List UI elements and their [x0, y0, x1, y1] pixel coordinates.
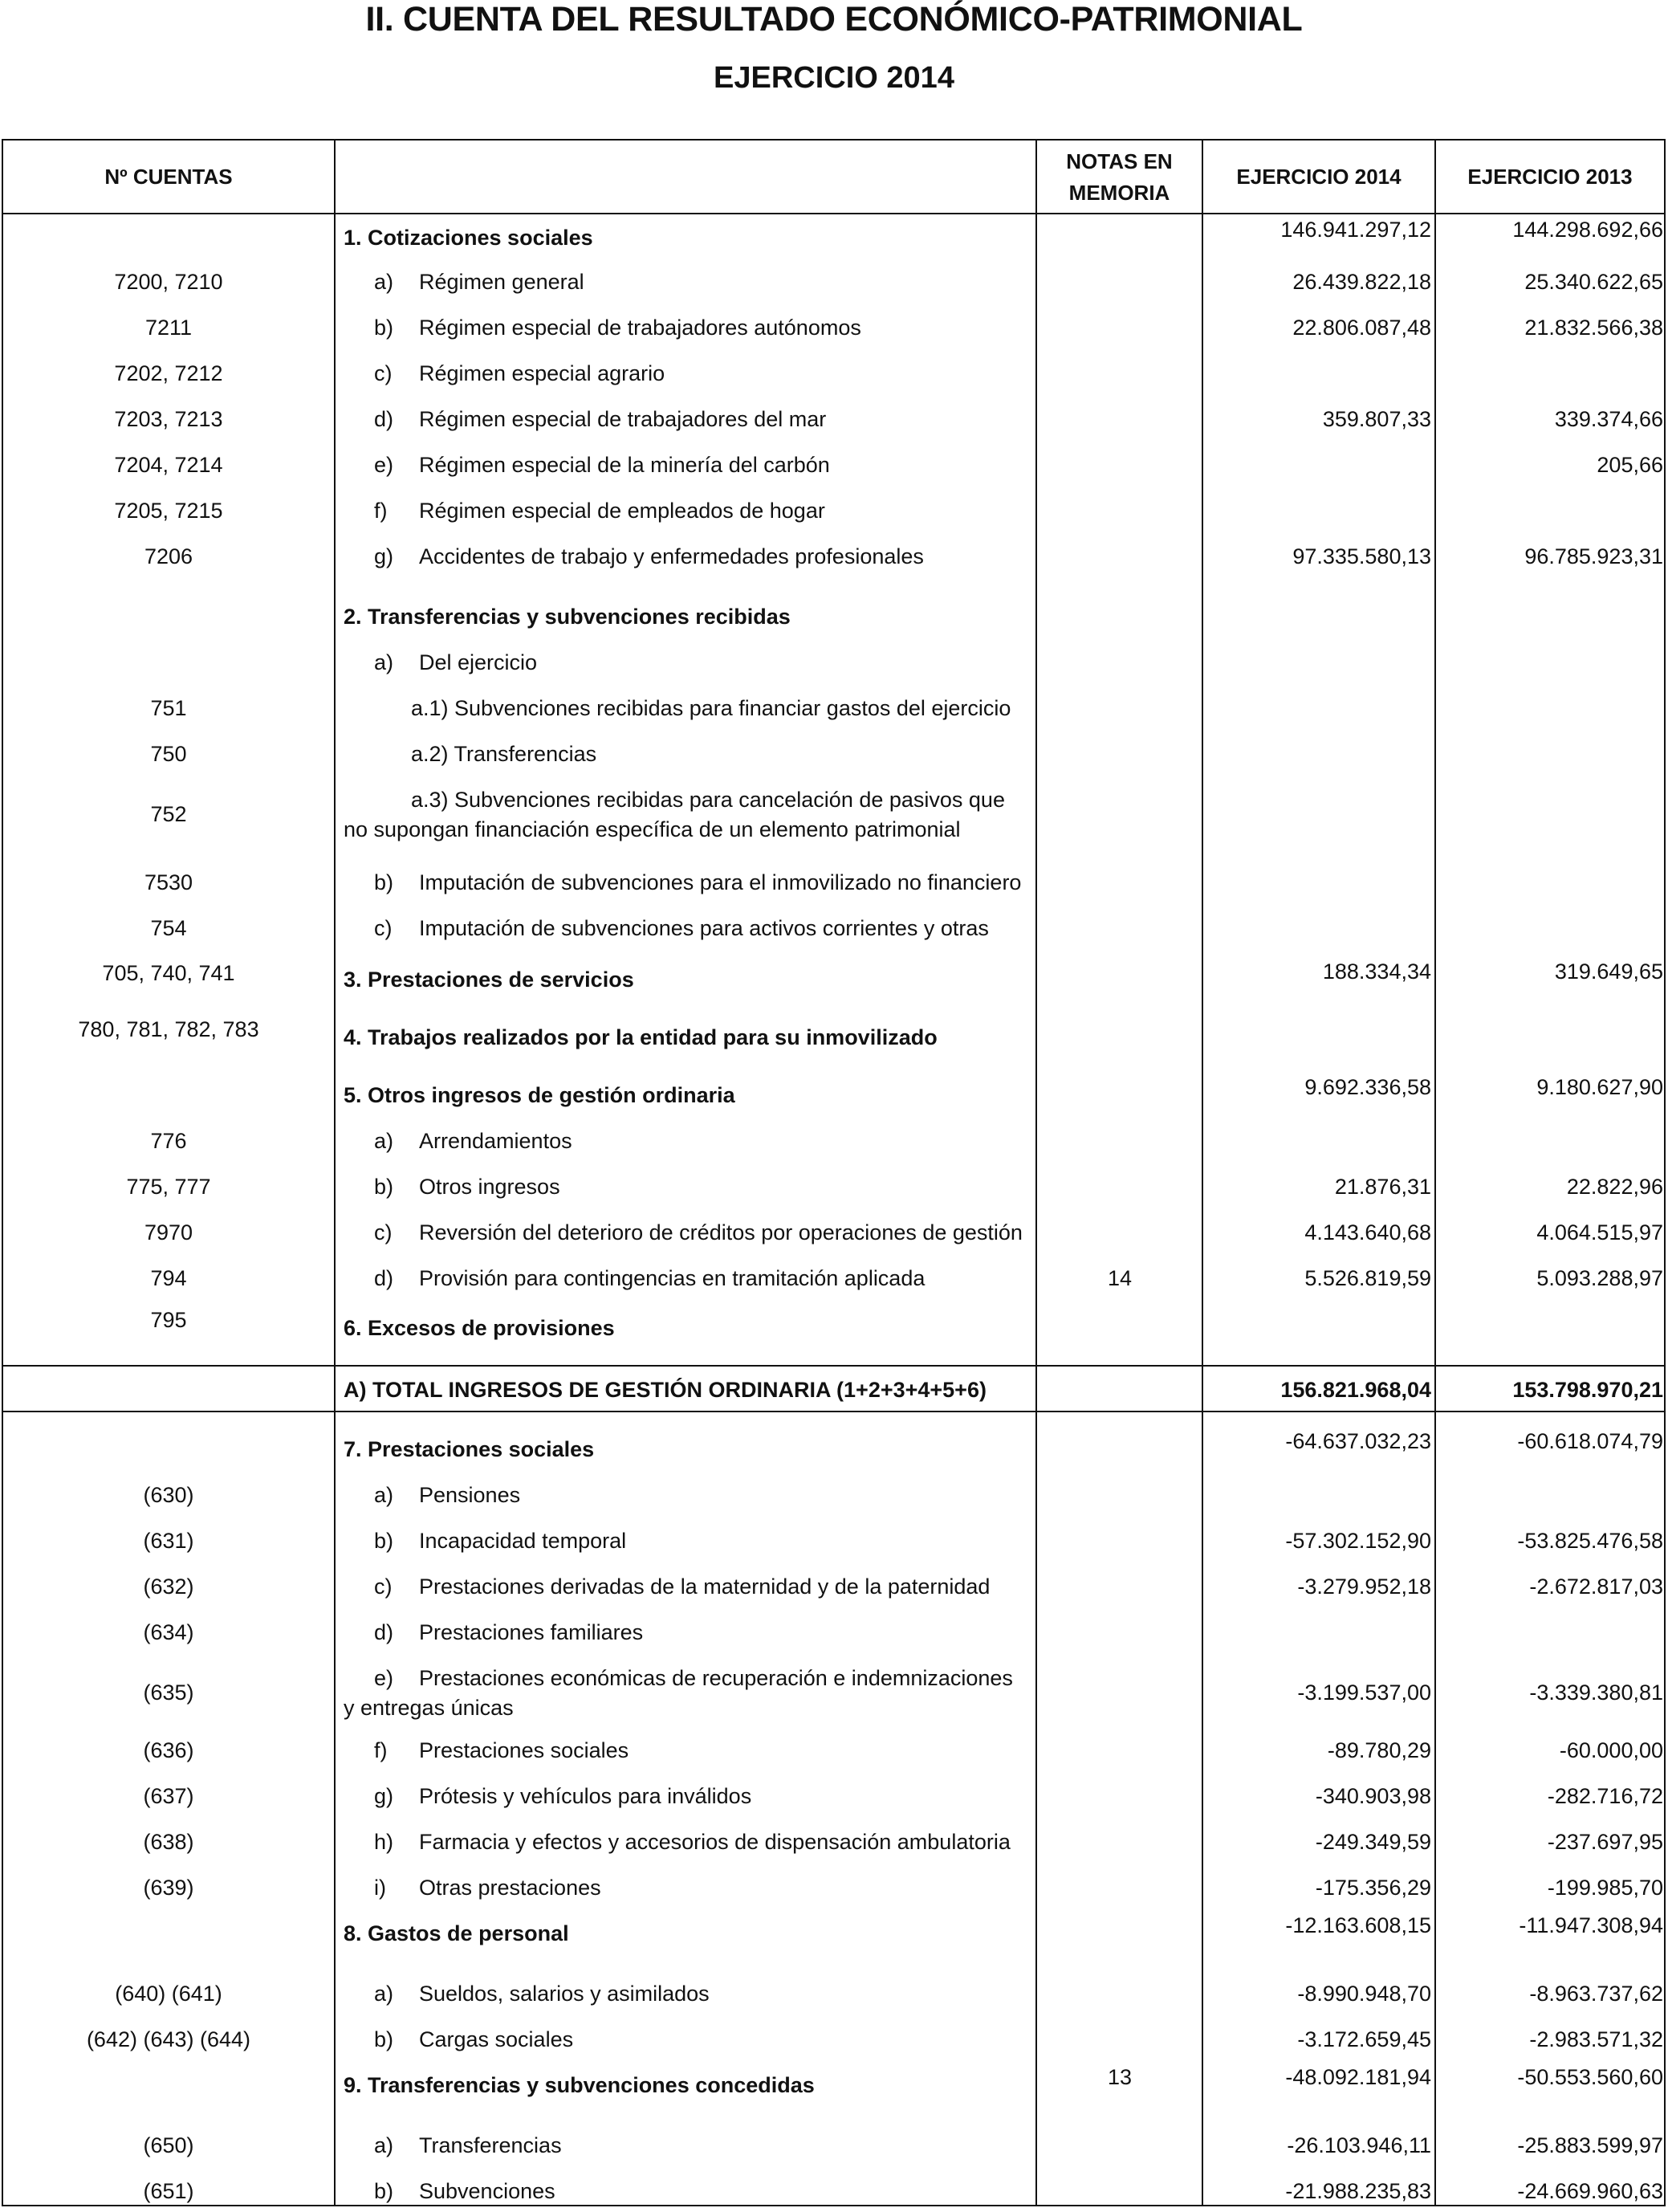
concepto-text: Otras prestaciones	[419, 1876, 601, 1900]
cell-ejercicio-2014: -3.279.952,18	[1297, 1574, 1431, 1599]
concepto-text: Prestaciones económicas de recuperación e indemnizaciones	[419, 1666, 1013, 1690]
concepto-text: Régimen especial de empleados de hogar	[419, 499, 825, 523]
cell-ejercicio-2014: 22.806.087,48	[1292, 316, 1431, 340]
concepto-text: a.3) Subvenciones recibidas para cancelación de pasivos que	[411, 788, 1005, 812]
concepto-text: Prestaciones familiares	[419, 1620, 644, 1644]
cell-cuentas: 7211	[144, 316, 193, 340]
cell-ejercicio-2013: -282.716,72	[1547, 1784, 1663, 1808]
concepto-text: Prótesis y vehículos para inválidos	[419, 1784, 752, 1808]
concepto-text: Arrendamientos	[419, 1129, 572, 1153]
cell-ejercicio-2013: -24.669.960,63	[1517, 2179, 1663, 2203]
cell-concepto	[344, 1172, 1034, 1202]
item-label: i)	[374, 1876, 386, 1900]
cell-ejercicio-2013: 9.180.627,90	[1536, 1075, 1663, 1099]
concepto-text: Imputación de subvenciones para el inmovilizado no financiero	[419, 870, 1022, 894]
cell-ejercicio-2014: 5.526.819,59	[1304, 1266, 1431, 1290]
cell-cuentas: (636)	[143, 1738, 194, 1762]
header-concepto	[336, 139, 1035, 215]
concepto-text: 4. Trabajos realizados por la entidad para su inmovilizado	[344, 1025, 938, 1049]
item-label: a)	[374, 1129, 394, 1153]
concepto-text: 7. Prestaciones sociales	[344, 1437, 595, 1461]
cell-cuentas: 780, 781, 782, 783	[78, 1017, 259, 1041]
cell-cuentas: (638)	[143, 1830, 194, 1854]
cell-ejercicio-2013: 153.798.970,21	[1512, 1378, 1663, 1402]
item-label: b)	[374, 1175, 394, 1199]
cell-ejercicio-2014: -340.903,98	[1315, 1784, 1431, 1808]
item-label: a)	[374, 650, 394, 674]
concepto-text: a.1) Subvenciones recibidas para financiar gastos del ejercicio	[411, 696, 1011, 720]
cell-concepto	[344, 405, 1034, 434]
item-label: g)	[374, 1784, 394, 1808]
concepto-text: 9. Transferencias y subvenciones concedidas	[344, 2073, 815, 2097]
cell-cuentas: (640) (641)	[115, 1982, 222, 2006]
cell-concepto	[344, 868, 1034, 898]
cell-ejercicio-2014: -175.356,29	[1315, 1876, 1431, 1900]
cell-concepto	[344, 359, 1034, 389]
cell-concepto	[344, 1873, 1034, 1903]
concepto-text: A) TOTAL INGRESOS DE GESTIÓN ORDINARIA (1+2+3+4+5+6)	[344, 1378, 987, 1402]
concepto-text: Farmacia y efectos y accesorios de dispensación ambulatoria	[419, 1830, 1011, 1854]
cell-ejercicio-2014: -8.990.948,70	[1297, 1982, 1431, 2006]
item-label: h)	[374, 1830, 394, 1854]
cell-ejercicio-2013: -60.618.074,79	[1517, 1429, 1663, 1453]
cell-ejercicio-2014: 146.941.297,12	[1280, 218, 1431, 242]
item-label: a)	[374, 2133, 394, 2157]
cell-concepto	[344, 1618, 1034, 1648]
cell-cuentas: (651)	[143, 2179, 194, 2203]
cell-concepto	[344, 2071, 1034, 2100]
cell-ejercicio-2013: 22.822,96	[1566, 1175, 1663, 1199]
item-label: e)	[374, 453, 394, 477]
concepto-text: Régimen especial de la minería del carbón	[419, 453, 830, 477]
cell-concepto	[344, 785, 1034, 845]
cell-concepto	[344, 1572, 1034, 1602]
cell-concepto	[344, 1314, 1034, 1343]
item-label: a)	[374, 270, 394, 294]
cell-ejercicio-2014: 97.335.580,13	[1292, 544, 1431, 568]
cell-ejercicio-2014: -26.103.946,11	[1287, 2133, 1431, 2157]
cell-ejercicio-2014: -64.637.032,23	[1285, 1429, 1431, 1453]
cell-concepto	[344, 1264, 1034, 1293]
cell-cuentas: 7206	[144, 544, 193, 568]
item-label: a)	[374, 1483, 394, 1507]
cell-cuentas: 795	[150, 1308, 187, 1332]
cell-ejercicio-2013: -60.000,00	[1559, 1738, 1663, 1762]
concepto-text: 6. Excesos de provisiones	[344, 1316, 615, 1340]
cell-concepto	[344, 1023, 1034, 1053]
cell-concepto	[344, 1375, 1034, 1405]
cell-cuentas: 776	[150, 1129, 187, 1153]
item-label: c)	[374, 916, 393, 940]
cell-cuentas: 751	[150, 696, 187, 720]
header-ejercicio-2013: EJERCICIO 2013	[1467, 165, 1633, 189]
item-label: d)	[374, 1620, 394, 1644]
concepto-text: Incapacidad temporal	[419, 1529, 627, 1553]
cell-concepto	[344, 2131, 1034, 2161]
item-label: c)	[374, 1574, 393, 1599]
cell-ejercicio-2013: 339.374,66	[1554, 407, 1663, 431]
cell-ejercicio-2014: -3.199.537,00	[1297, 1680, 1431, 1705]
item-label: g)	[374, 544, 394, 568]
cell-ejercicio-2013: -3.339.380,81	[1529, 1680, 1663, 1705]
header-notas	[1037, 139, 1202, 215]
cell-cuentas: (642) (643) (644)	[86, 2027, 251, 2051]
cell-cuentas: 705, 740, 741	[102, 961, 235, 985]
cell-cuentas: (637)	[143, 1784, 194, 1808]
cell-concepto	[344, 1782, 1034, 1811]
cell-ejercicio-2013: -25.883.599,97	[1517, 2133, 1663, 2157]
cell-ejercicio-2014: 359.807,33	[1322, 407, 1431, 431]
cell-concepto	[344, 914, 1034, 943]
concepto-text: Provisión para contingencias en tramitación aplicada	[419, 1266, 926, 1290]
concepto-text-continuation: no supongan financiación específica de un elemento patrimonial	[344, 817, 961, 841]
concepto-text: Pensiones	[419, 1483, 521, 1507]
cell-concepto	[344, 602, 1034, 632]
concepto-text: Prestaciones sociales	[419, 1738, 629, 1762]
concepto-text: Cargas sociales	[419, 2027, 574, 2051]
cell-ejercicio-2014: 4.143.640,68	[1304, 1220, 1431, 1245]
cell-notas: 13	[1107, 2065, 1133, 2089]
header-cuentas: Nº CUENTAS	[104, 165, 233, 189]
cell-ejercicio-2013: 96.785.923,31	[1524, 544, 1663, 568]
cell-ejercicio-2014: -21.988.235,83	[1285, 2179, 1431, 2203]
concepto-text: Régimen especial de trabajadores del mar	[419, 407, 827, 431]
cell-cuentas: 752	[150, 802, 187, 826]
document-subtitle: EJERCICIO 2014	[714, 61, 954, 95]
concepto-text: 8. Gastos de personal	[344, 1921, 569, 1945]
cell-cuentas: (650)	[143, 2133, 194, 2157]
cell-ejercicio-2014: 156.821.968,04	[1280, 1378, 1431, 1402]
item-label: b)	[374, 2027, 394, 2051]
cell-ejercicio-2013: -2.672.817,03	[1529, 1574, 1663, 1599]
cell-ejercicio-2014: -12.163.608,15	[1285, 1913, 1431, 1937]
cell-ejercicio-2013: -8.963.737,62	[1529, 1982, 1663, 2006]
concepto-text: 1. Cotizaciones sociales	[344, 226, 593, 250]
item-label: b)	[374, 1529, 394, 1553]
concepto-text: Régimen especial agrario	[419, 361, 665, 385]
cell-ejercicio-2013: 5.093.288,97	[1536, 1266, 1663, 1290]
concepto-text: Imputación de subvenciones para activos corrientes y otras	[419, 916, 989, 940]
concepto-text: 5. Otros ingresos de gestión ordinaria	[344, 1083, 735, 1107]
cell-cuentas: 7970	[144, 1220, 193, 1245]
cell-ejercicio-2014: 21.876,31	[1334, 1175, 1431, 1199]
cell-concepto	[344, 1979, 1034, 2009]
cell-cuentas: 7203, 7213	[114, 407, 223, 431]
item-label: c)	[374, 361, 393, 385]
concepto-text: 3. Prestaciones de servicios	[344, 967, 634, 992]
cell-ejercicio-2013: -53.825.476,58	[1517, 1529, 1663, 1553]
cell-ejercicio-2013: -11.947.308,94	[1519, 1913, 1663, 1937]
cell-cuentas: (639)	[143, 1876, 194, 1900]
cell-cuentas: (630)	[143, 1483, 194, 1507]
cell-ejercicio-2013: 25.340.622,65	[1524, 270, 1663, 294]
concepto-text: Del ejercicio	[419, 650, 538, 674]
header-notas-line1: NOTAS EN	[1066, 149, 1173, 173]
concepto-text: Transferencias	[419, 2133, 562, 2157]
cell-concepto	[344, 1736, 1034, 1766]
cell-ejercicio-2013: 205,66	[1597, 453, 1663, 477]
cell-concepto	[344, 1081, 1034, 1110]
cell-concepto	[344, 1435, 1034, 1464]
cell-ejercicio-2013: -237.697,95	[1547, 1830, 1663, 1854]
cell-concepto	[344, 267, 1034, 297]
cell-ejercicio-2014: -57.302.152,90	[1285, 1529, 1431, 1553]
cell-ejercicio-2013: 319.649,65	[1554, 959, 1663, 984]
item-label: b)	[374, 2179, 394, 2203]
concepto-text-continuation: y entregas únicas	[344, 1696, 514, 1720]
cell-cuentas: 7204, 7214	[114, 453, 223, 477]
header-ejercicio-2014: EJERCICIO 2014	[1236, 165, 1402, 189]
cell-cuentas: 7200, 7210	[114, 270, 223, 294]
cell-concepto	[344, 965, 1034, 995]
cell-concepto	[344, 1218, 1034, 1248]
cell-ejercicio-2013: -199.985,70	[1547, 1876, 1663, 1900]
concepto-text: Sueldos, salarios y asimilados	[419, 1982, 710, 2006]
cell-concepto	[344, 313, 1034, 343]
cell-cuentas: (634)	[143, 1620, 194, 1644]
cell-ejercicio-2014: -249.349,59	[1315, 1830, 1431, 1854]
cell-cuentas: 7205, 7215	[114, 499, 223, 523]
cell-notas: 14	[1107, 1266, 1133, 1290]
cell-cuentas: (631)	[143, 1529, 194, 1553]
document-title: II. CUENTA DEL RESULTADO ECONÓMICO-PATRIMONIAL	[365, 0, 1303, 39]
cell-concepto	[344, 1126, 1034, 1156]
cell-ejercicio-2013: 4.064.515,97	[1536, 1220, 1663, 1245]
concepto-text: Reversión del deterioro de créditos por operaciones de gestión	[419, 1220, 1023, 1245]
cell-concepto	[344, 1919, 1034, 1949]
cell-concepto	[344, 450, 1034, 480]
cell-cuentas: (635)	[143, 1680, 194, 1705]
cell-ejercicio-2014: 9.692.336,58	[1304, 1075, 1431, 1099]
cell-concepto	[344, 694, 1034, 723]
item-label: f)	[374, 1738, 388, 1762]
cell-concepto	[344, 1664, 1034, 1723]
cell-cuentas: 7530	[144, 870, 193, 894]
cell-cuentas: 750	[150, 742, 187, 766]
concepto-text: Subvenciones	[419, 2179, 555, 2203]
cell-ejercicio-2014: -89.780,29	[1327, 1738, 1431, 1762]
item-label: b)	[374, 316, 394, 340]
header-notas-line2: MEMORIA	[1068, 180, 1170, 205]
cell-concepto	[344, 2025, 1034, 2055]
cell-cuentas: (632)	[143, 1574, 194, 1599]
concepto-text: 2. Transferencias y subvenciones recibidas	[344, 605, 791, 629]
item-label: a)	[374, 1982, 394, 2006]
item-label: f)	[374, 499, 388, 523]
cell-concepto	[344, 1481, 1034, 1510]
cell-concepto	[344, 1526, 1034, 1556]
cell-ejercicio-2013: -50.553.560,60	[1517, 2065, 1663, 2089]
cell-ejercicio-2014: -48.092.181,94	[1285, 2065, 1431, 2089]
concepto-text: Accidentes de trabajo y enfermedades profesionales	[419, 544, 924, 568]
item-label: c)	[374, 1220, 393, 1245]
cell-concepto	[344, 496, 1034, 526]
cell-concepto	[344, 739, 1034, 769]
concepto-text: Régimen general	[419, 270, 584, 294]
concepto-text: Prestaciones derivadas de la maternidad y de la paternidad	[419, 1574, 991, 1599]
cell-ejercicio-2014: 26.439.822,18	[1292, 270, 1431, 294]
item-label: d)	[374, 1266, 394, 1290]
cell-ejercicio-2014: -3.172.659,45	[1297, 2027, 1431, 2051]
cell-ejercicio-2013: -2.983.571,32	[1529, 2027, 1663, 2051]
item-label: d)	[374, 407, 394, 431]
cell-concepto	[344, 648, 1034, 678]
cell-cuentas: 7202, 7212	[114, 361, 223, 385]
cell-ejercicio-2013: 21.832.566,38	[1524, 316, 1663, 340]
cell-cuentas: 775, 777	[126, 1175, 211, 1199]
concepto-text: Otros ingresos	[419, 1175, 560, 1199]
cell-ejercicio-2014: 188.334,34	[1322, 959, 1431, 984]
item-label: e)	[374, 1666, 394, 1690]
cell-ejercicio-2013: 144.298.692,66	[1512, 218, 1663, 242]
cell-concepto	[344, 2177, 1034, 2206]
concepto-text: a.2) Transferencias	[411, 742, 597, 766]
cell-cuentas: 794	[150, 1266, 187, 1290]
item-label: b)	[374, 870, 394, 894]
cell-concepto	[344, 223, 1034, 253]
cell-concepto	[344, 542, 1034, 572]
cell-concepto	[344, 1827, 1034, 1857]
cell-cuentas: 754	[150, 916, 187, 940]
concepto-text: Régimen especial de trabajadores autónomos	[419, 316, 861, 340]
